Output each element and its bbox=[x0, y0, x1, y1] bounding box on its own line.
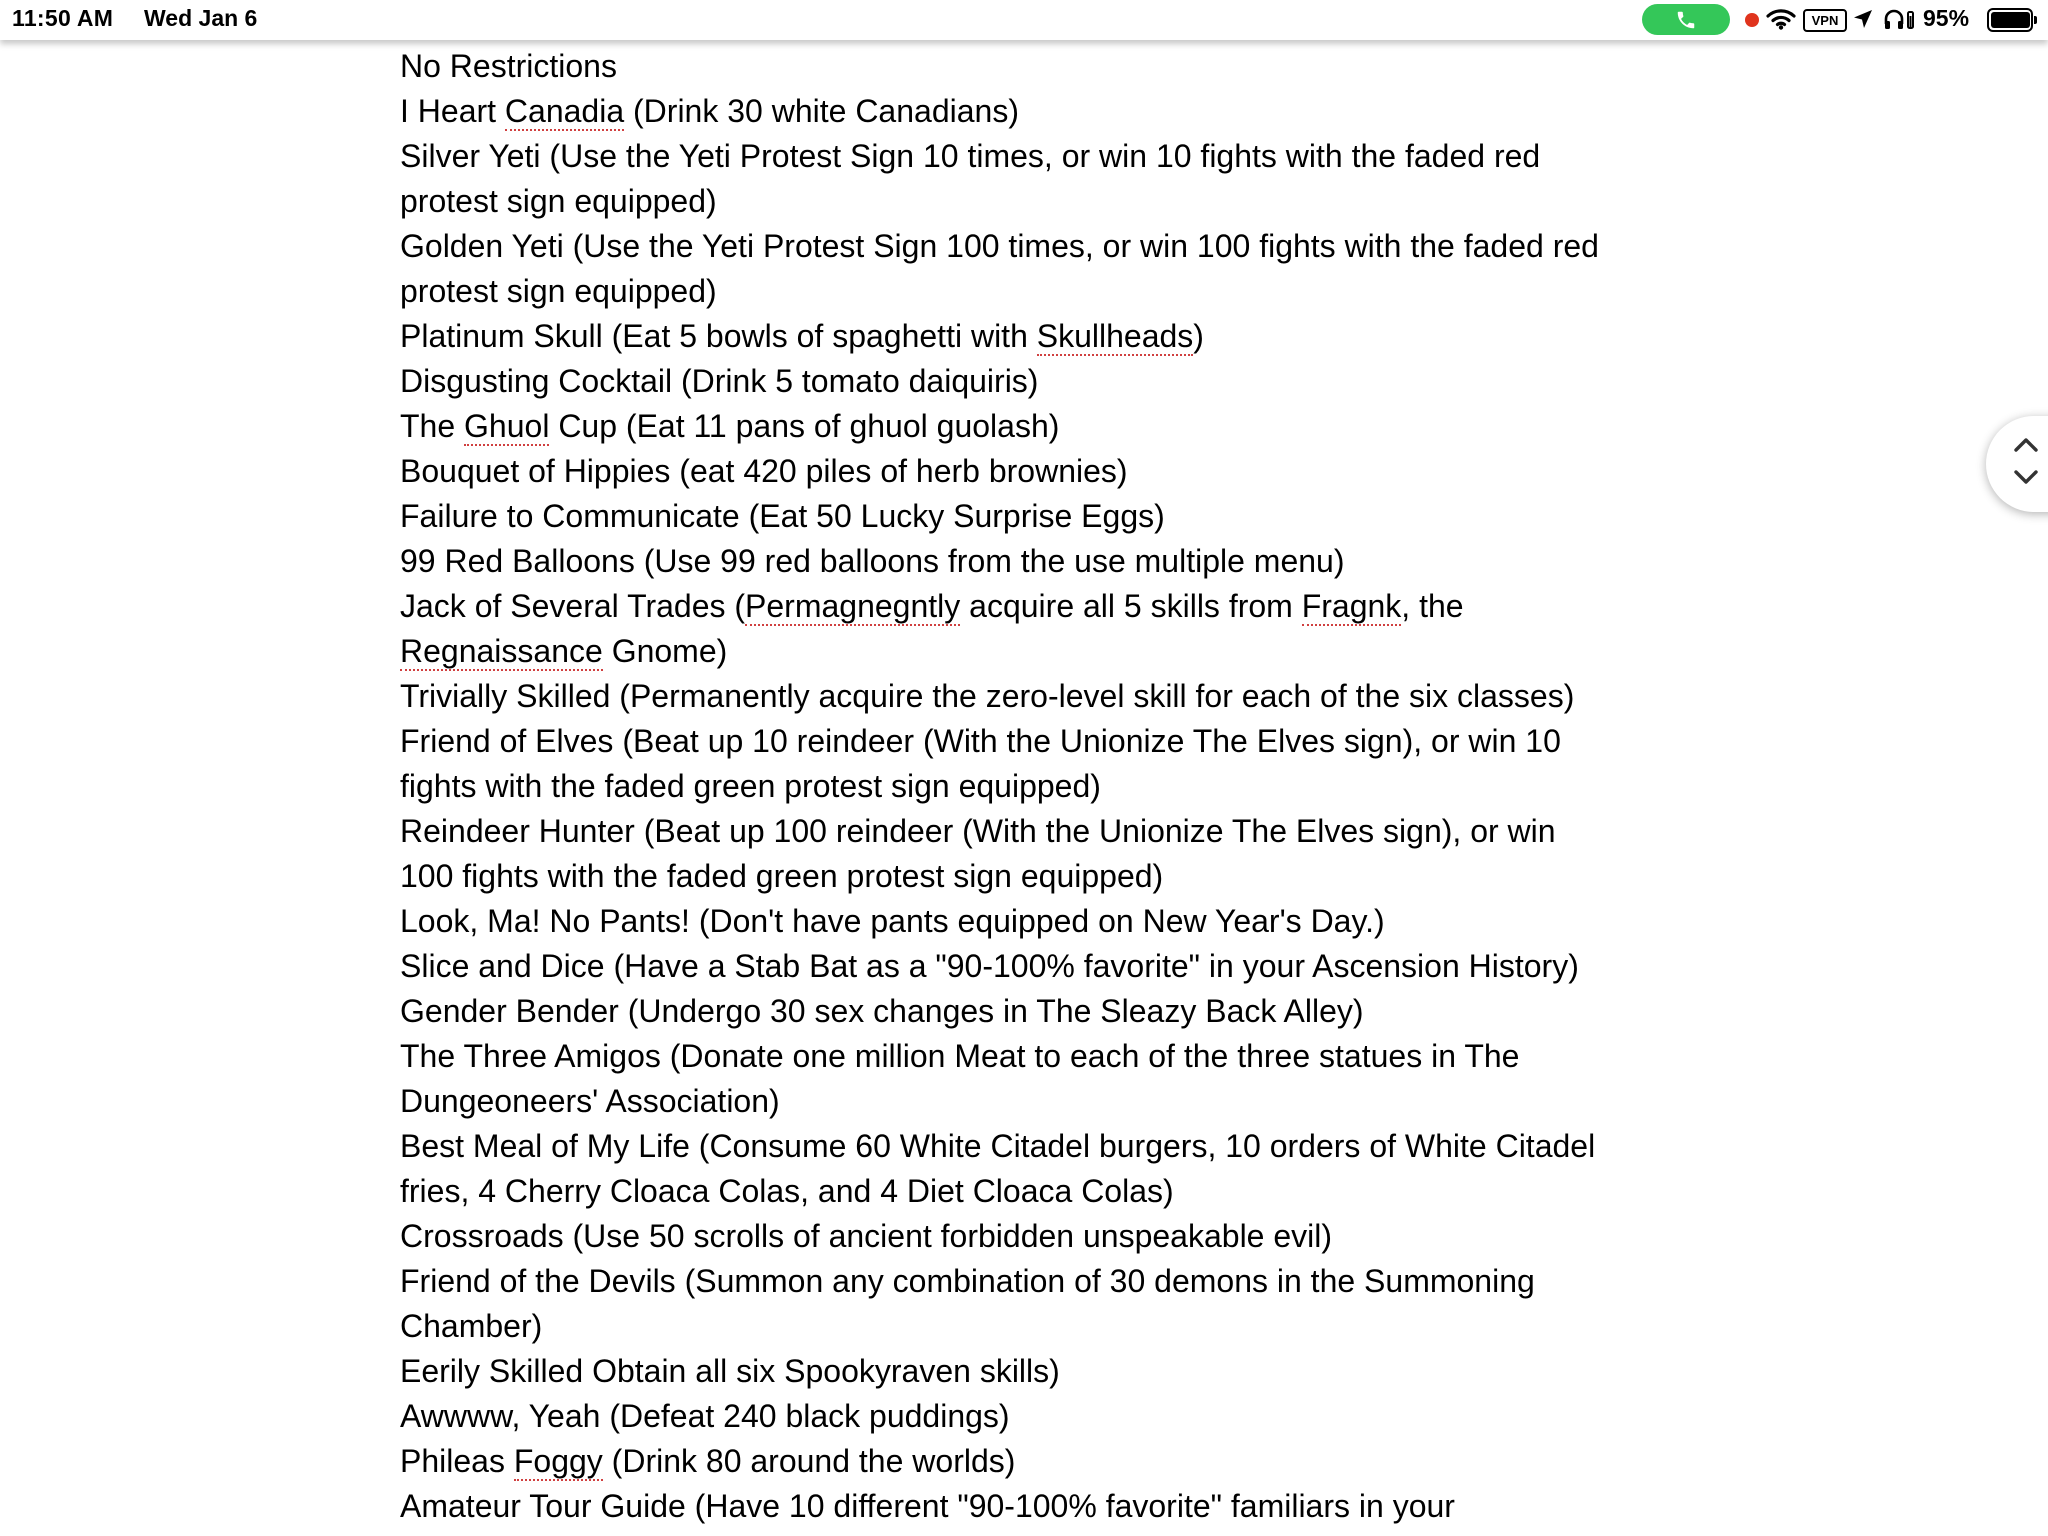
line-text: Dungeoneers' Association) bbox=[400, 1083, 780, 1119]
line-text: (Drink 30 white Canadians) bbox=[624, 93, 1019, 129]
line-text: protest sign equipped) bbox=[400, 273, 717, 309]
list-line bbox=[400, 269, 1660, 314]
line-text: Platinum Skull (Eat 5 bowls of spaghetti with bbox=[400, 318, 1037, 354]
line-text: fries, 4 Cherry Cloaca Colas, and 4 Diet Cloaca Colas) bbox=[400, 1173, 1174, 1209]
line-text: 99 Red Balloons (Use 99 red balloons from the use multiple menu) bbox=[400, 543, 1345, 579]
list-line bbox=[400, 1079, 1660, 1124]
list-line bbox=[400, 1484, 1660, 1529]
list-line bbox=[400, 944, 1660, 989]
spellcheck-underlined-word[interactable]: Regnaissance bbox=[400, 633, 603, 669]
line-text: , the bbox=[1401, 588, 1464, 624]
line-text: Slice and Dice (Have a Stab Bat as a "90-100% favorite" in your Ascension History) bbox=[400, 948, 1579, 984]
list-line bbox=[400, 44, 1660, 89]
list-line bbox=[400, 809, 1660, 854]
chevron-up-icon[interactable] bbox=[2013, 436, 2039, 454]
line-text: No Restrictions bbox=[400, 48, 617, 84]
line-text: Bouquet of Hippies (eat 420 piles of herb brownies) bbox=[400, 453, 1128, 489]
list-line bbox=[400, 89, 1660, 134]
line-text: Reindeer Hunter (Beat up 100 reindeer (With the Unionize The Elves sign), or win bbox=[400, 813, 1556, 849]
line-text: Trivially Skilled (Permanently acquire the zero-level skill for each of the six classes) bbox=[400, 678, 1575, 714]
list-line bbox=[400, 854, 1660, 899]
chevron-down-icon[interactable] bbox=[2013, 468, 2039, 486]
battery-percentage: 95% bbox=[1923, 5, 1970, 31]
list-line bbox=[400, 1034, 1660, 1079]
list-line bbox=[400, 1124, 1660, 1169]
line-text: Failure to Communicate (Eat 50 Lucky Surprise Eggs) bbox=[400, 498, 1165, 534]
list-line bbox=[400, 674, 1660, 719]
line-text: Golden Yeti (Use the Yeti Protest Sign 100 times, or win 100 fights with the faded red bbox=[400, 228, 1599, 264]
list-line bbox=[400, 359, 1660, 404]
list-line bbox=[400, 449, 1660, 494]
line-text: Chamber) bbox=[400, 1308, 543, 1344]
wifi-icon bbox=[1766, 8, 1796, 30]
list-line bbox=[400, 899, 1660, 944]
line-text: Friend of Elves (Beat up 10 reindeer (With the Unionize The Elves sign), or win 10 bbox=[400, 723, 1561, 759]
list-line bbox=[400, 1259, 1660, 1304]
list-line bbox=[400, 1394, 1660, 1439]
line-text: Amateur Tour Guide (Have 10 different "90-100% favorite" familiars in your bbox=[400, 1488, 1455, 1524]
status-date: Wed Jan 6 bbox=[144, 5, 258, 31]
line-text: Gender Bender (Undergo 30 sex changes in The Sleazy Back Alley) bbox=[400, 993, 1364, 1029]
list-line bbox=[400, 314, 1660, 359]
phone-icon bbox=[1675, 9, 1697, 31]
line-text: protest sign equipped) bbox=[400, 183, 717, 219]
list-line bbox=[400, 1169, 1660, 1214]
list-line bbox=[400, 719, 1660, 764]
list-line bbox=[400, 989, 1660, 1034]
line-text: ) bbox=[1193, 318, 1204, 354]
spellcheck-underlined-word[interactable]: Fragnk bbox=[1301, 588, 1402, 624]
status-time: 11:50 AM bbox=[12, 5, 114, 31]
list-line bbox=[400, 1214, 1660, 1259]
spellcheck-underlined-word[interactable]: Foggy bbox=[513, 1443, 603, 1479]
spellcheck-underlined-word[interactable]: Canadia bbox=[504, 93, 625, 129]
list-line bbox=[400, 179, 1660, 224]
line-text: Awwww, Yeah (Defeat 240 black puddings) bbox=[400, 1398, 1010, 1434]
list-line bbox=[400, 404, 1660, 449]
spellcheck-underlined-word[interactable]: Ghuol bbox=[464, 408, 550, 444]
scroll-navigation-control[interactable] bbox=[1986, 416, 2048, 512]
list-line bbox=[400, 1349, 1660, 1394]
line-text: Crossroads (Use 50 scrolls of ancient forbidden unspeakable evil) bbox=[400, 1218, 1333, 1254]
list-line bbox=[400, 539, 1660, 584]
line-text: Jack of Several Trades ( bbox=[400, 588, 746, 624]
line-text: (Drink 80 around the worlds) bbox=[602, 1443, 1016, 1479]
line-text: Friend of the Devils (Summon any combination of 30 demons in the Summoning bbox=[400, 1263, 1535, 1299]
battery-icon bbox=[1987, 8, 2033, 32]
line-text: Phileas bbox=[400, 1443, 514, 1479]
active-call-pill[interactable] bbox=[1642, 4, 1730, 35]
vpn-badge: VPN bbox=[1803, 9, 1847, 32]
list-line bbox=[400, 494, 1660, 539]
line-text: I Heart bbox=[400, 93, 505, 129]
line-text: Eerily Skilled Obtain all six Spookyraven skills) bbox=[400, 1353, 1060, 1389]
line-text: The Three Amigos (Donate one million Meat to each of the three statues in The bbox=[400, 1038, 1520, 1074]
spellcheck-underlined-word[interactable]: Skullheads bbox=[1036, 318, 1194, 354]
list-line bbox=[400, 764, 1660, 809]
spellcheck-underlined-word[interactable]: Permagnegntly bbox=[745, 588, 961, 624]
list-line bbox=[400, 1304, 1660, 1349]
list-line bbox=[400, 584, 1660, 629]
location-arrow-icon bbox=[1853, 9, 1873, 29]
line-text: Cup (Eat 11 pans of ghuol guolash) bbox=[549, 408, 1060, 444]
line-text: Best Meal of My Life (Consume 60 White Citadel burgers, 10 orders of White Citadel bbox=[400, 1128, 1596, 1164]
list-line bbox=[400, 1439, 1660, 1484]
line-text: Gnome) bbox=[602, 633, 728, 669]
headphones-icon bbox=[1883, 8, 1917, 30]
line-text: The bbox=[400, 408, 465, 444]
line-text: Disgusting Cocktail (Drink 5 tomato daiquiris) bbox=[400, 363, 1039, 399]
line-text: fights with the faded green protest sign equipped) bbox=[400, 768, 1101, 804]
recording-indicator-dot bbox=[1745, 13, 1759, 27]
line-text: acquire all 5 skills from bbox=[960, 588, 1302, 624]
list-line bbox=[400, 224, 1660, 269]
battery-fill bbox=[1991, 12, 2030, 28]
status-bar bbox=[0, 0, 2048, 40]
line-text: 100 fights with the faded green protest sign equipped) bbox=[400, 858, 1164, 894]
list-line bbox=[400, 629, 1660, 674]
list-line bbox=[400, 134, 1660, 179]
line-text: Silver Yeti (Use the Yeti Protest Sign 10 times, or win 10 fights with the faded red bbox=[400, 138, 1541, 174]
achievement-list bbox=[400, 44, 1660, 1529]
line-text: Look, Ma! No Pants! (Don't have pants equipped on New Year's Day.) bbox=[400, 903, 1385, 939]
